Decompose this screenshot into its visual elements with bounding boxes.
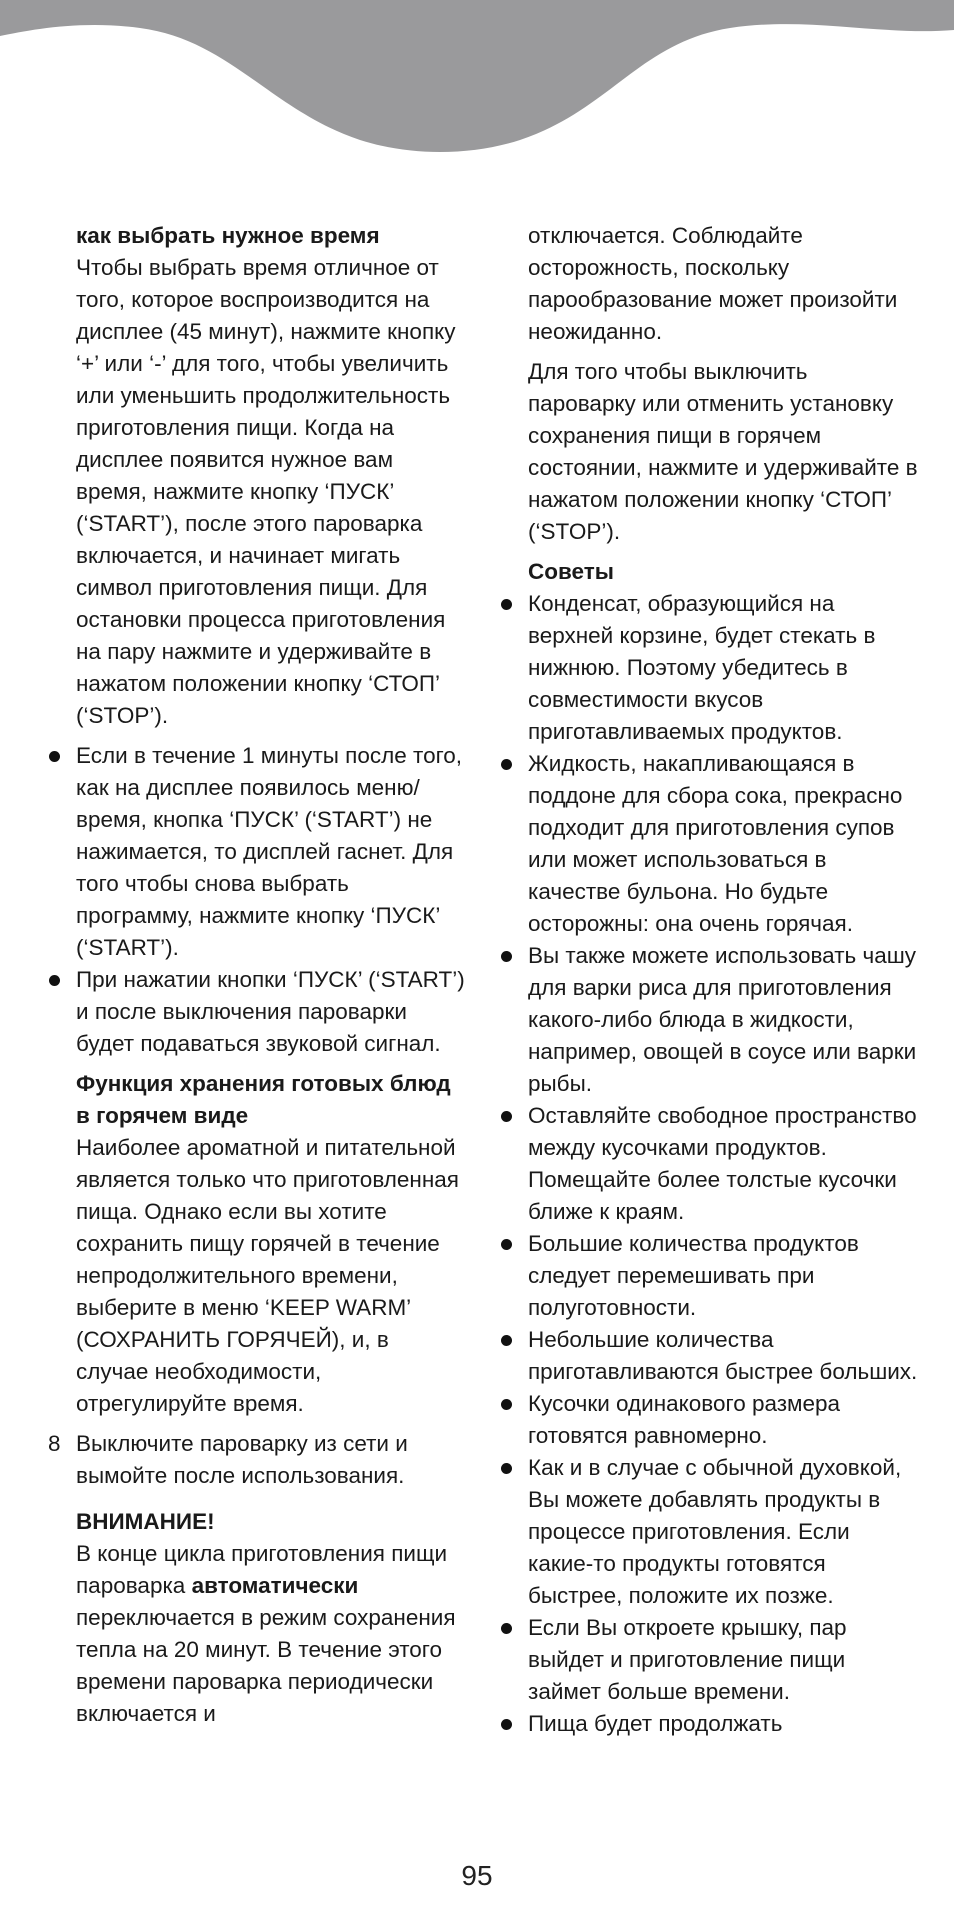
right-column — [498, 220, 918, 1748]
section-title-select-time: как выбрать нужное время — [76, 223, 380, 248]
list-item: Оставляйте свободное пространство между кусочками продуктов. Помещайте более толстые кусочки ближе к краям. — [498, 1100, 918, 1228]
bullet-list-display — [46, 740, 466, 1060]
paragraph-stop: Для того чтобы выключить пароварку или отменить установку сохранения пищи в горячем состоянии, нажмите и удерживайте в нажатом положении кнопку ‘СТОП’ (‘STOP’). — [528, 359, 918, 544]
warning-paragraph — [76, 1538, 466, 1730]
tips-list — [498, 588, 918, 1740]
left-column — [46, 220, 466, 1738]
step-number: 8 — [48, 1431, 61, 1456]
list-item: Если Вы откроете крышку, пар выйдет и приготовление пищи займет больше времени. — [498, 1612, 918, 1708]
list-item: Вы также можете использовать чашу для варки риса для приготовления какого-либо блюда в жидкости, например, овощей в соусе или варки рыбы. — [498, 940, 918, 1100]
list-item: Большие количества продуктов следует перемешивать при полуготовности. — [498, 1228, 918, 1324]
list-item: Конденсат, образующийся на верхней корзине, будет стекать в нижнюю. Поэтому убедитесь в совместимости вкусов приготавливаемых продуктов. — [498, 588, 918, 748]
list-item: Если в течение 1 минуты после того, как на дисплее появилось меню/время, кнопка ‘ПУСК’ (‘START’) не нажимается, то дисплей гаснет. Для того чтобы снова выбрать программу, нажмите кнопку ‘ПУСК’ (‘START’). — [46, 740, 466, 964]
list-item: Пища будет продолжать — [498, 1708, 918, 1740]
warning-continuation: отключается. Соблюдайте осторожность, поскольку парообразование может произойти неожиданно. — [528, 223, 898, 344]
step-text: Выключите пароварку из сети и вымойте после использования. — [76, 1431, 408, 1488]
tips-title: Советы — [528, 559, 614, 584]
paragraph-select-time: Чтобы выбрать время отличное от того, которое воспроизводится на дисплее (45 минут), нажмите кнопку ‘+’ или ‘-’ для того, чтобы увеличить или уменьшить продолжительность приготовления пищи. Когда на дисплее появится нужное вам время, нажмите кнопку ‘ПУСК’ (‘START’), после этого пароварка включается, и начинает мигать символ приготовления пищи. Для остановки процесса приготовления на пару нажмите и удерживайте в нажатом положении кнопку ‘СТОП’ (‘STOP’). — [76, 255, 456, 728]
list-item: При нажатии кнопки ‘ПУСК’ (‘START’) и после выключения пароварки будет подаваться звуковой сигнал. — [46, 964, 466, 1060]
list-item: Кусочки одинакового размера готовятся равномерно. — [498, 1388, 918, 1452]
numbered-step-8 — [46, 1428, 466, 1492]
list-item: Жидкость, накапливающаяся в поддоне для сбора сока, прекрасно подходит для приготовления супов или может использоваться в качестве бульона. Но будьте осторожны: она очень горячая. — [498, 748, 918, 940]
section-title-keep-warm: Функция хранения готовых блюд в горячем виде — [76, 1071, 451, 1128]
warning-text-start: В конце цикла приготовления пищи пароварка — [76, 1541, 448, 1598]
list-item: Как и в случае с обычной духовкой, Вы можете добавлять продукты в процессе приготовления. Если какие-то продукты готовятся быстрее, положите их позже. — [498, 1452, 918, 1612]
warning-text-end: переключается в режим сохранения тепла на 20 минут. В течение этого времени пароварка периодически включается и — [76, 1605, 456, 1726]
warning-title: ВНИМАНИЕ! — [76, 1509, 215, 1534]
list-item: Небольшие количества приготавливаются быстрее больших. — [498, 1324, 918, 1388]
header-wave-decoration — [0, 0, 954, 160]
paragraph-keep-warm: Наиболее ароматной и питательной является только что приготовленная пища. Однако если вы хотите сохранить пищу горячей в течение непродолжительного времени, выберите в меню ‘KEEP WARM’ (СОХРАНИТЬ ГОРЯЧЕЙ), и, в случае необходимости, отрегулируйте время. — [76, 1135, 459, 1416]
header-wave-shape — [0, 0, 954, 152]
warning-text-bold: автоматически — [191, 1573, 359, 1598]
page-number: 95 — [461, 1860, 493, 1891]
